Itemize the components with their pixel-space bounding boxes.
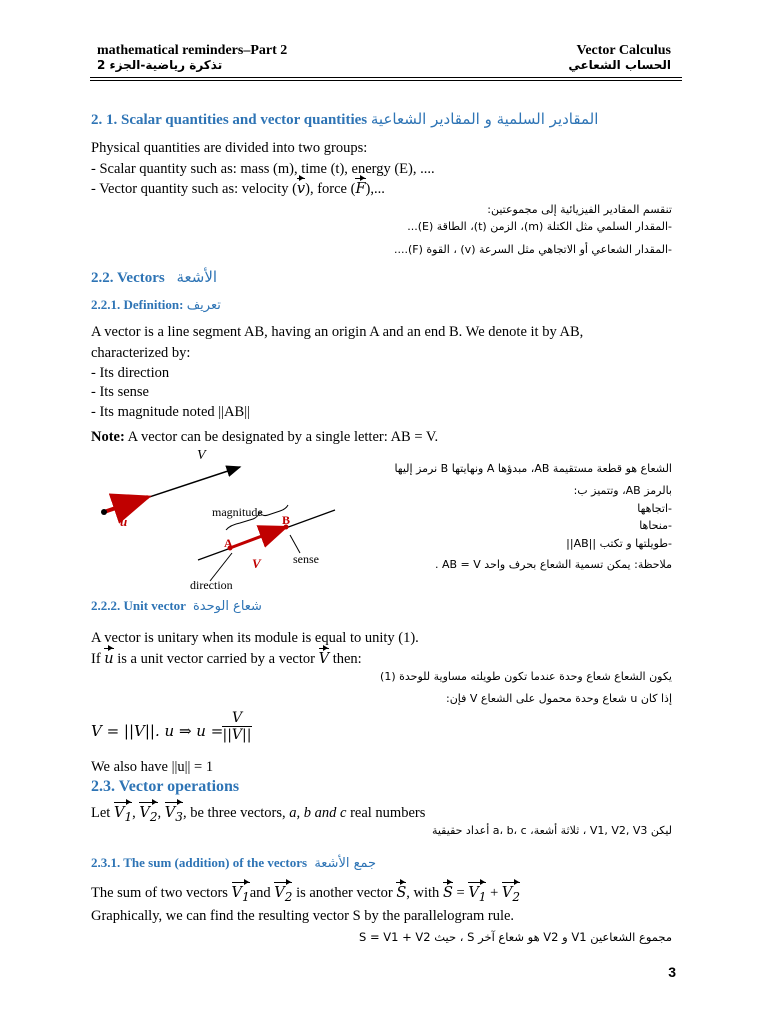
formula-fraction: V ||V||: [222, 710, 252, 743]
header-right-ar: الحساب الشعاعي: [568, 58, 671, 72]
ar-let: ليكن V1, V2, V3 ، ثلاثة أشعة، a، b، c أعداد حقيقية: [431, 824, 672, 837]
label-b: B: [282, 513, 291, 527]
label-direction: direction: [190, 578, 233, 592]
header-left-en: mathematical reminders–Part 2: [97, 43, 288, 58]
def-magnitude: - Its magnitude noted ||AB||: [91, 404, 251, 420]
section-2-3-title: 2.3. Vector operations: [91, 778, 240, 795]
header-right-en: Vector Calculus: [576, 43, 671, 58]
sum-line-1: The sum of two vectors $V_1and$ $V_2$ is another vector S, with $S = V_1 + V_2$: [91, 883, 520, 907]
page-number: 3: [668, 964, 676, 980]
ar-vector: -المقدار الشعاعي أو الاتجاهي مثل السرعة (v) ، القوة (F)....: [394, 243, 672, 256]
unit-norm-note: We also have ||u|| = 1: [91, 759, 214, 775]
ar-def-5: -طويلتها و تكتب ||AB||: [566, 537, 672, 550]
header-divider: [90, 77, 682, 78]
def-sense: - Its sense: [91, 384, 149, 400]
label-u: u: [120, 514, 128, 529]
section-2-1-title-ar: المقادير السلمية و المقادير الشعاعية: [370, 110, 599, 128]
section-2-2-title: 2.2. Vectors الأشعة: [91, 268, 218, 286]
sense-pointer: [290, 535, 300, 553]
ar-def-2: بالرمز AB، وتتميز ب:: [573, 484, 672, 497]
ar-def-6: ملاحظة: يمكن تسمية الشعاع بحرف واحد AB = V .: [434, 558, 672, 571]
label-a: A: [224, 536, 233, 550]
ar-def-1: الشعاع هو قطعة مستقيمة AB، مبدؤها A ونهايتها B نرمز إليها: [394, 462, 672, 475]
vector-diagram: [90, 445, 350, 595]
vector-ab: [230, 527, 286, 548]
def-line-2: characterized by:: [91, 345, 191, 361]
label-v-red: V: [252, 556, 261, 571]
unit-formula: V = ||V||. u ⇒ u =: [91, 722, 224, 740]
sum-line-2: Graphically, we can find the resulting vector S by the parallelogram rule.: [91, 908, 515, 924]
let-line: Let $V_1$, $V_2$, $V_3$, be three vectors, a, b and c real numbers: [91, 803, 425, 827]
ar-sum: مجموع الشعاعين V1 و V2 هو شعاع آخر S ، حيث S = V1 + V2: [359, 930, 672, 944]
def-direction: - Its direction: [91, 365, 170, 381]
section-2-1-title: 2. 1. Scalar quantities and vector quantities المقادير السلمية و المقادير الشعاعية: [91, 110, 599, 128]
direction-pointer: [210, 553, 232, 581]
section-2-3-1-title: 2.3.1. The sum (addition) of the vectors جمع الأشعة: [91, 855, 377, 871]
ar-unit-2: إذا كان u شعاع وحدة محمول على الشعاع V فإن:: [446, 692, 672, 705]
para-scalar: - Scalar quantity such as: mass (m), time (t), energy (E), ....: [91, 161, 435, 177]
ar-def-3: -اتجاهها: [637, 502, 672, 515]
unit-line-1: A vector is unitary when its module is equal to unity (1).: [91, 630, 419, 646]
unit-line-2: If u is a unit vector carried by a vector V then:: [91, 651, 362, 667]
def-line-1: A vector is a line segment AB, having an origin A and an end B. We denote it by AB,: [91, 324, 584, 340]
origin-point: [101, 509, 107, 515]
ar-groups: تنقسم المقادير الفيزيائية إلى مجموعتين:: [487, 203, 672, 216]
ar-def-4: -منحاها: [639, 519, 672, 532]
unit-vector-u: [104, 497, 148, 512]
ar-unit-1: يكون الشعاع شعاع وحدة عندما تكون طويلته مساوية للوحدة (1): [380, 670, 672, 683]
label-magnitude: magnitude: [212, 505, 263, 519]
label-v-top: V: [197, 448, 206, 463]
header-left-ar: تذكرة رياضية-الجزء 2: [97, 58, 223, 72]
para-groups: Physical quantities are divided into two groups:: [91, 140, 368, 156]
header-divider-2: [90, 80, 682, 81]
def-note: Note: A vector can be designated by a single letter: AB = V.: [91, 429, 439, 445]
para-vector: - Vector quantity such as: velocity (v), force (F),...: [91, 181, 385, 197]
label-sense: sense: [293, 552, 319, 566]
section-2-2-1-title: 2.2.1. Definition: تعريف: [91, 297, 221, 313]
ar-scalar: -المقدار السلمي مثل الكتلة (m)، الزمن (t)، الطاقة (E)...: [407, 220, 672, 233]
section-2-2-2-title: 2.2.2. Unit vector شعاع الوحدة: [91, 598, 262, 614]
